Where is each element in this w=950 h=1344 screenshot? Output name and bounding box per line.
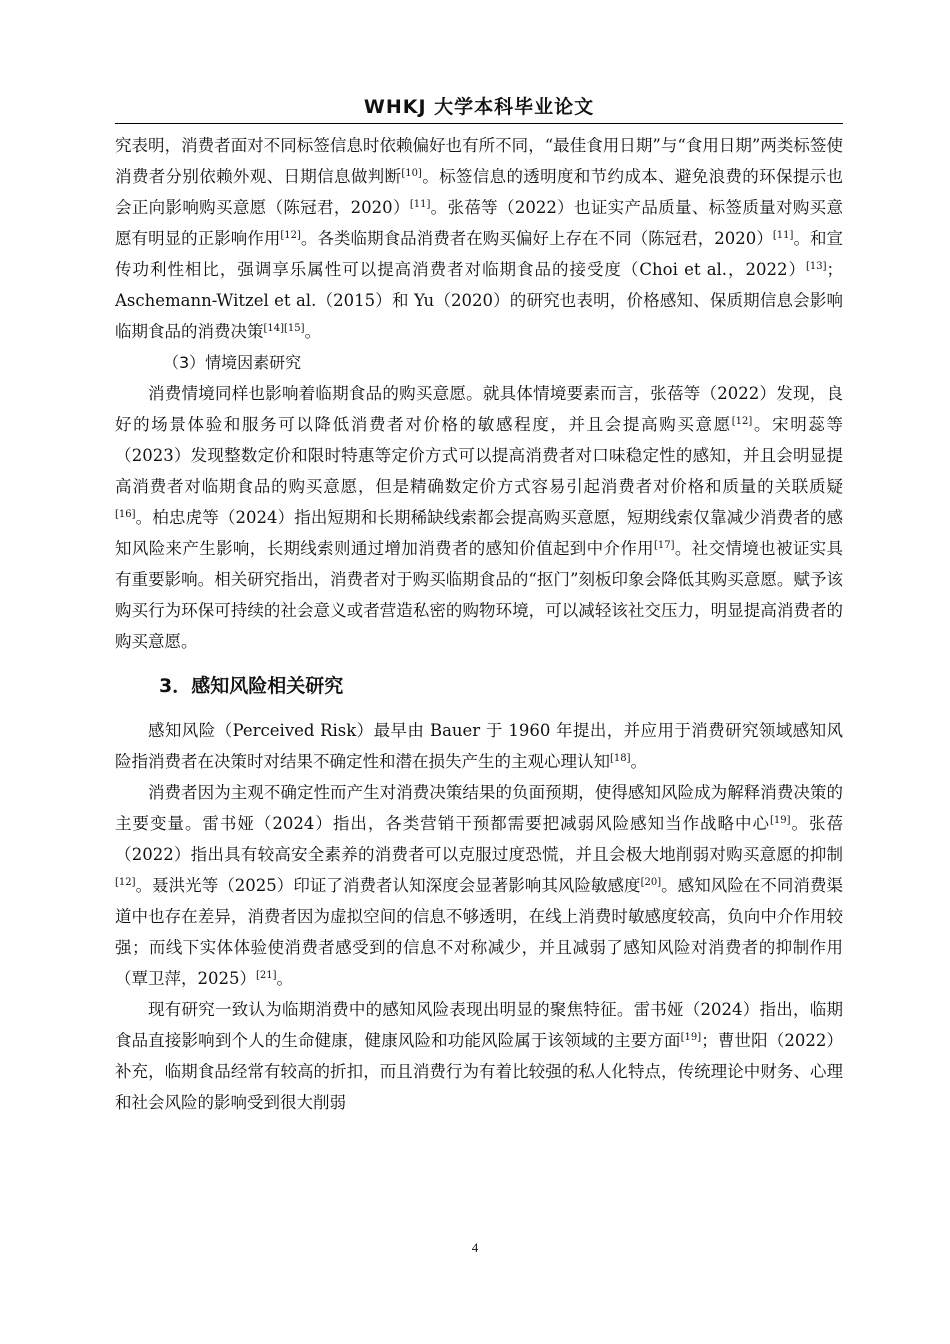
citation: [14][15] xyxy=(263,323,305,334)
running-header: WHKJ 大学本科毕业论文 xyxy=(363,96,595,118)
citation: [11] xyxy=(409,199,431,210)
citation: [12] xyxy=(115,877,136,888)
citation: [16] xyxy=(115,509,136,520)
citation: [11] xyxy=(772,230,794,241)
citation: [17] xyxy=(654,540,675,551)
citation: [19] xyxy=(680,1032,702,1043)
paragraph-perceived-risk-definition: 感知风险（Perceived Risk）最早由 Bauer 于 1960 年提出，并应用于消费研究领域感知风险指消费者在决策时对结果不确定性和潜在损失产生的主观心理认知[18]。 xyxy=(115,721,843,771)
body-text xyxy=(115,130,843,1118)
header-rule xyxy=(115,123,843,124)
citation: [19] xyxy=(770,815,791,826)
citation: [12] xyxy=(731,416,753,427)
citation: [18] xyxy=(610,753,631,764)
paragraph-situational: 消费情境同样也影响着临期食品的购买意愿。就具体情境要素而言，张蓓等（2022）发现，良好的场景体验和服务可以降低消费者对价格的敏感程度，并且会提高购买意愿[12]。宋明蕊等（2023）发现整数定价和限时特惠等定价方式可以提高消费者对口味稳定性的感知，并且会明显提高消费者对临期食品的购买意愿，但是精确数定价方式容易引起消费者对价格和质量的关联质疑[16]。柏忠虎等（2024）指出短期和长期稀缺线索都会提高购买意愿，短期线索仅靠减少消费者的感知风险来产生影响，长期线索则通过增加消费者的感知价值起到中介作用[17]。社交情境也被证实具有重要影响。相关研究指出，消费者对于购买临期食品的“抠门”刻板印象会降低其购买意愿。赋予该购买行为环保可持续的社会意义或者营造私密的购物环境，可以减轻该社交压力，明显提高消费者的购买意愿。 xyxy=(115,384,844,651)
citation: [13] xyxy=(805,261,827,272)
paragraph-risk-focus: 现有研究一致认为临期消费中的感知风险表现出明显的聚焦特征。雷书娅（2024）指出，临期食品直接影响到个人的生命健康，健康风险和功能风险属于该领域的主要方面[19]；曹世阳（2022）补充，临期食品经常有较高的折扣，而且消费行为有着比较强的私人化特点，传统理论中财务、心理和社会风险的影响受到很大削弱 xyxy=(115,1000,843,1112)
paragraph-perceived-risk-variable: 消费者因为主观不确定性而产生对消费决策结果的负面预期，使得感知风险成为解释消费决策的主要变量。雷书娅（2024）指出，各类营销干预都需要把减弱风险感知当作战略中心[19]。张蓓（2022）指出具有较高安全素养的消费者可以克服过度恐慌，并且会极大地削弱对购买意愿的抑制[12]。聂洪光等（2025）印证了消费者认知深度会显著影响其风险敏感度[20]。感知风险在不同消费渠道中也存在差异，消费者因为虚拟空间的信息不够透明，在线上消费时敏感度较高，负向中介作用较强；而线下实体体验使消费者感受到的信息不对称减少，并且减弱了感知风险对消费者的抑制作用（覃卫萍，2025）[21]。 xyxy=(115,783,844,988)
citation: [10] xyxy=(401,168,422,179)
paragraph-label-info: 究表明，消费者面对不同标签信息时依赖偏好也有所不同，“最佳食用日期”与“食用日期”两类标签使消费者分别依赖外观、日期信息做判断[10]。标签信息的透明度和节约成本、避免浪费的环保提示也会正向影响购买意愿（陈冠君，2020）[11]。张蓓等（2022）也证实产品质量、标签质量对购买意愿有明显的正影响作用[12]。各类临期食品消费者在购买偏好上存在不同（陈冠君，2020）[11]。和宣传功利性相比，强调享乐属性可以提高消费者对临期食品的接受度（Choi et al.，2022）[13]；Aschemann-Witzel et al.（2015）和 Yu（2020）的研究也表明，价格感知、保质期信息会影响临期食品的消费决策[14][15]。 xyxy=(115,136,844,341)
citation: [12] xyxy=(280,230,301,241)
citation: [21] xyxy=(256,970,277,981)
citation: [20] xyxy=(640,877,662,888)
page-number: 4 xyxy=(471,1240,479,1255)
section-heading-perceived-risk: 3．感知风险相关研究 xyxy=(159,675,344,697)
subheading-situational-factors: （3）情境因素研究 xyxy=(163,353,302,372)
